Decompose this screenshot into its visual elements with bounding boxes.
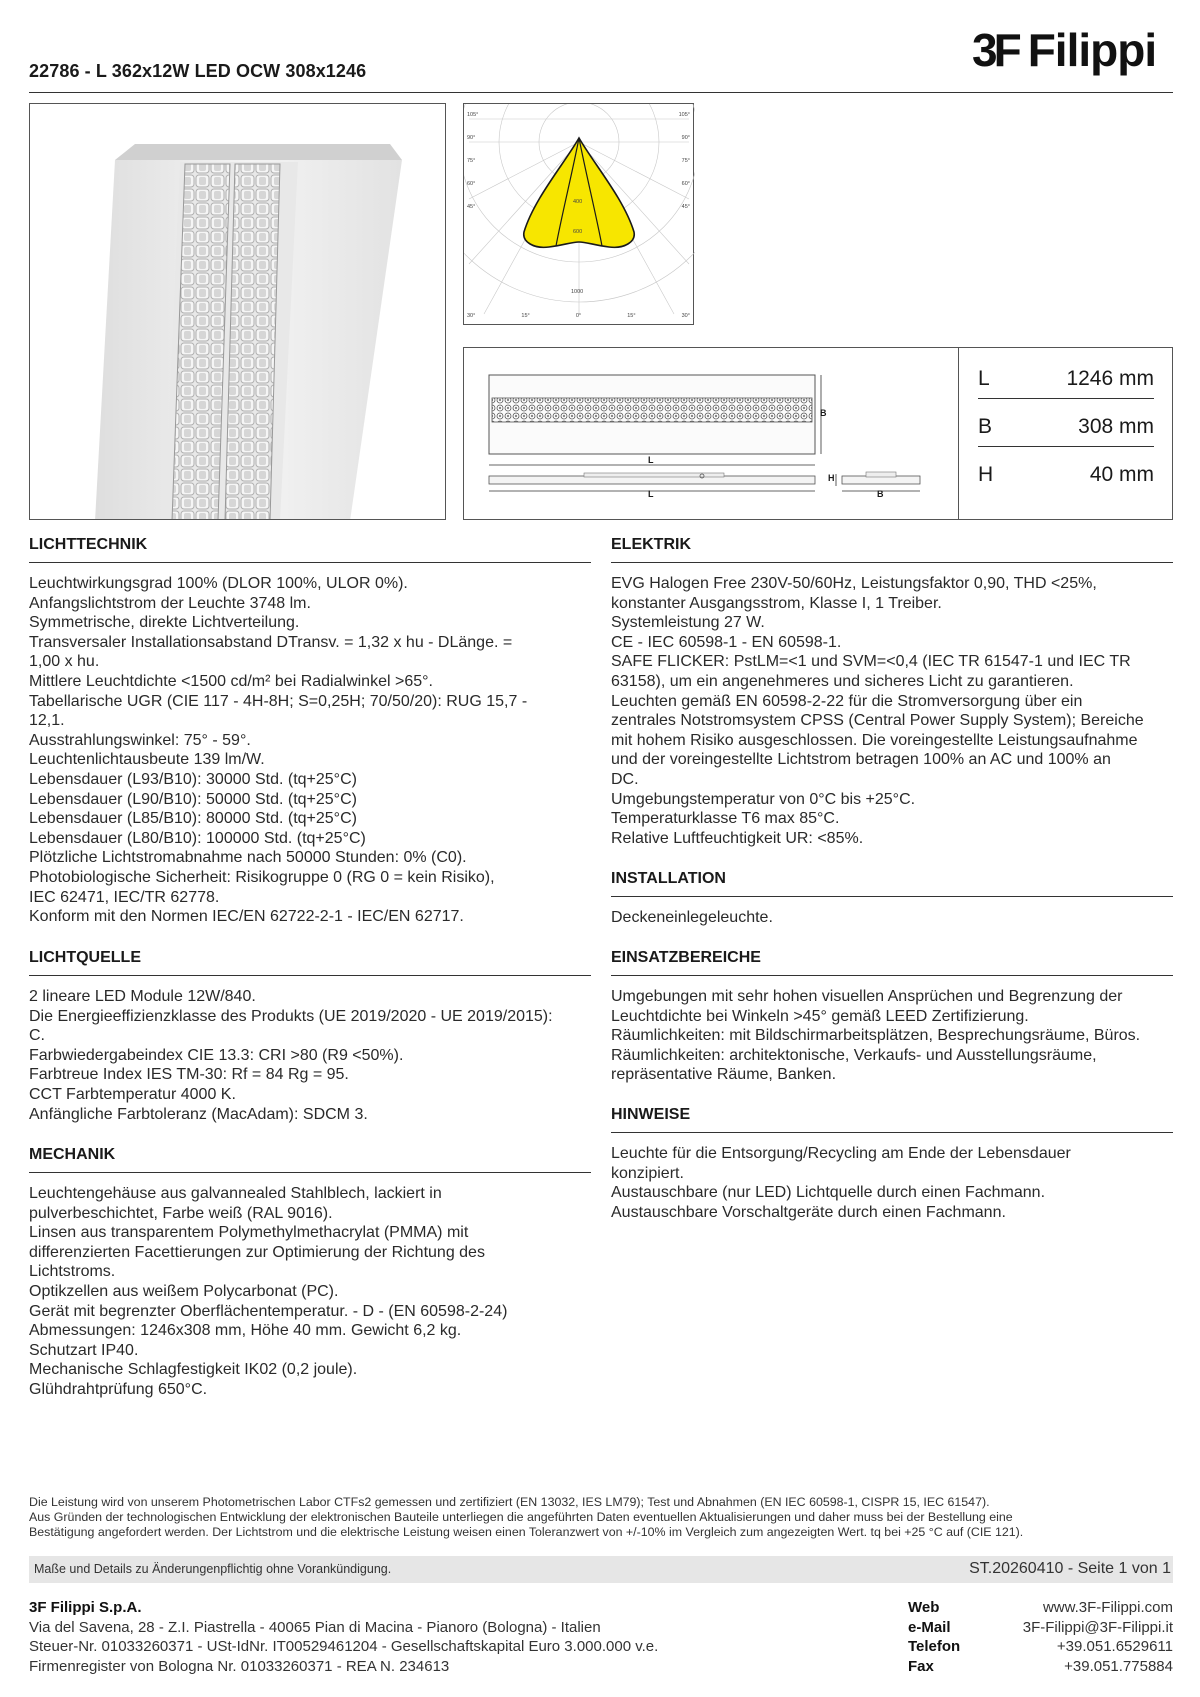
- dimension-label: B: [978, 414, 993, 438]
- polar-bottom-label: 15°: [521, 313, 530, 319]
- section-body-lichttechnik: [29, 574, 527, 927]
- section-heading-elektrik: ELEKTRIK: [611, 536, 691, 553]
- polar-angle-right: 45°: [681, 204, 690, 210]
- text-line: C.: [29, 1027, 45, 1045]
- text-line: Räumlichkeiten: architektonische, Verkaufs- und Ausstellungsräume,: [611, 1046, 1097, 1064]
- company-name: 3F Filippi S.p.A.: [29, 1599, 142, 1616]
- dimension-row: [978, 359, 1154, 399]
- text-line: zentrales Notstromsystem CPSS (Central Power Supply System); Bereiche: [611, 712, 1144, 730]
- dimension-row: [978, 407, 1154, 447]
- text-line: mit hohem Risiko ausgeschlossen. Die voreingestellte Leistungsaufnahme: [611, 731, 1138, 749]
- polar-bottom-label: 30°: [467, 313, 476, 319]
- dimension-value: 308 mm: [1078, 414, 1154, 438]
- company-line: Firmenregister von Bologna Nr. 01033260371 - REA N. 234613: [29, 1657, 450, 1675]
- contact-web-link[interactable]: www.3F-Filippi.com: [1042, 1599, 1173, 1616]
- text-line: DC.: [611, 770, 639, 788]
- section-heading-installation: INSTALLATION: [611, 870, 726, 887]
- company-line: Steuer-Nr. 01033260371 - USt-IdNr. IT00529461204 - Gesellschaftskapital Euro 3.000.000 v.e.: [29, 1638, 659, 1656]
- contact-label: Telefon: [908, 1638, 961, 1656]
- section-rule: [611, 896, 1173, 897]
- text-line: SAFE FLICKER: PstLM=<1 und SVM=<0,4 (IEC TR 61547-1 und IEC TR: [611, 653, 1131, 671]
- section-rule: [29, 562, 591, 563]
- section-rule: [611, 562, 1173, 563]
- company-line: Via del Savena, 28 - Z.I. Piastrella - 40065 Pian di Macina - Pianoro (Bologna) - Italien: [29, 1618, 601, 1636]
- text-line: konstanter Ausgangsstrom, Klasse I, 1 Treiber.: [611, 594, 942, 612]
- polar-intensity-label: 400: [573, 199, 583, 205]
- polar-angle-right: 90°: [681, 135, 690, 141]
- text-line: Farbwiedergabeindex CIE 13.3: CRI >80 (R9 <50%).: [29, 1046, 404, 1064]
- text-line: Lebensdauer (L80/B10): 100000 Std. (tq+25°C): [29, 829, 366, 847]
- text-line: CCT Farbtemperatur 4000 K.: [29, 1085, 236, 1103]
- contact-label: e-Mail: [908, 1618, 951, 1636]
- text-line: Ausstrahlungswinkel: 75° - 59°.: [29, 731, 251, 749]
- contact-row-fax: [908, 1657, 1173, 1677]
- text-line: Glühdrahtprüfung 650°C.: [29, 1380, 208, 1398]
- text-line: und der voreingestellte Lichtstrom betragen 100% an AC und 100% an: [611, 751, 1111, 769]
- text-line: Tabellarische UGR (CIE 117 - 4H-8H; S=0,25H; 70/50/20): RUG 15,7 -: [29, 692, 528, 710]
- contact-row-phone: [908, 1637, 1173, 1657]
- text-line: Symmetrische, direkte Lichtverteilung.: [29, 614, 300, 632]
- section-body-einsatzbereiche: [611, 987, 1140, 1085]
- polar-angle-left: 105°: [467, 112, 479, 118]
- polar-bottom-label: 0°: [575, 313, 582, 319]
- contact-phone: +39.051.6529611: [1056, 1638, 1173, 1656]
- header-rule: [29, 92, 1173, 93]
- text-line: Umgebungstemperatur von 0°C bis +25°C.: [611, 790, 916, 808]
- polar-angle-left: 45°: [467, 204, 476, 210]
- drawing-label-b: B: [820, 408, 827, 418]
- dimension-label: H: [978, 463, 994, 486]
- text-line: Austauschbare Vorschaltgeräte durch einen Fachmann.: [611, 1203, 1006, 1221]
- text-line: Optikzellen aus weißem Polycarbonat (PC).: [29, 1282, 339, 1300]
- section-body-mechanik: [29, 1184, 507, 1400]
- footnote-line: Bestätigung angefordert werden. Der Lichtstrom und die elektrische Leistung weisen einen Toleranzwert von +/-10% im Vergleich zum angezeigten Wert. tq bei +25 °C auf (CIE 121).: [29, 1525, 1024, 1540]
- polar-intensity-label: 1000: [571, 289, 584, 295]
- polar-bottom-label: 30°: [681, 313, 690, 319]
- contact-row-web: [908, 1598, 1173, 1618]
- text-line: Anfangslichtstrom der Leuchte 3748 lm.: [29, 594, 311, 612]
- text-line: konzipiert.: [611, 1164, 684, 1182]
- disclaimer-bar: [29, 1556, 1173, 1583]
- text-line: Deckeneinlegeleuchte.: [611, 909, 773, 926]
- contact-info: [908, 1598, 1173, 1676]
- text-line: IEC 62471, IEC/TR 62778.: [29, 888, 220, 906]
- footnote-line: Die Leistung wird von unserem Photometrischen Labor CTFs2 gemessen und zertifiziert (EN 13032, IES LM79); Test und Abnahmen (EN IEC 60598-1, CISPR 15, IEC 61547).: [29, 1495, 990, 1509]
- section-body-lichtquelle: [29, 987, 553, 1124]
- text-line: Austauschbare (nur LED) Lichtquelle durch einen Fachmann.: [611, 1184, 1046, 1202]
- product-title: 22786 - L 362x12W LED OCW 308x1246: [29, 61, 367, 81]
- text-line: Leuchte für die Entsorgung/Recycling am Ende der Lebensdauer: [611, 1145, 1071, 1162]
- text-line: Lebensdauer (L90/B10): 50000 Std. (tq+25°C): [29, 790, 357, 808]
- dimension-label: L: [978, 366, 990, 390]
- text-line: 12,1.: [29, 712, 65, 730]
- polar-angle-right: 60°: [681, 181, 690, 187]
- logo-mark: 3F: [972, 24, 1018, 76]
- text-line: pulverbeschichtet, Farbe weiß (RAL 9016).: [29, 1204, 333, 1222]
- drawing-label-b: B: [877, 489, 884, 499]
- text-line: repräsentative Räume, Banken.: [611, 1066, 837, 1084]
- contact-label: Fax: [908, 1657, 934, 1675]
- text-line: Räumlichkeiten: mit Bildschirmarbeitsplätzen, Besprechungsräume, Büros.: [611, 1027, 1141, 1045]
- text-line: Relative Luftfeuchtigkeit UR: <85%.: [611, 829, 864, 847]
- text-line: Leuchtengehäuse aus galvannealed Stahlblech, lackiert in: [29, 1185, 442, 1202]
- text-line: Mittlere Leuchtdichte <1500 cd/m² bei Radialwinkel >65°.: [29, 672, 433, 690]
- text-line: Gerät mit begrenzter Oberflächentemperatur. - D - (EN 60598-2-24): [29, 1302, 508, 1320]
- drawing-label-l: L: [648, 489, 654, 499]
- section-rule: [611, 1132, 1173, 1133]
- section-rule: [611, 975, 1173, 976]
- text-line: 2 lineare LED Module 12W/840.: [29, 988, 256, 1005]
- logo-text: Filippi: [1027, 24, 1157, 76]
- text-line: Mechanische Schlagfestigkeit IK02 (0,2 joule).: [29, 1361, 358, 1379]
- dimension-value: 40 mm: [1089, 463, 1154, 486]
- section-body-elektrik: [611, 574, 1144, 848]
- text-line: Die Energieeffizienzklasse des Produkts (UE 2019/2020 - UE 2019/2015):: [29, 1007, 553, 1025]
- drawing-label-l: L: [648, 455, 654, 465]
- polar-angle-left: 90°: [467, 135, 476, 141]
- text-line: Leuchtenlichtausbeute 139 lm/W.: [29, 751, 265, 769]
- contact-row-email: [908, 1618, 1173, 1638]
- brand-logo: [972, 24, 1156, 76]
- polar-intensity-label: 600: [573, 229, 583, 235]
- text-line: Lebensdauer (L93/B10): 30000 Std. (tq+25°C): [29, 770, 357, 788]
- section-body-installation: [611, 908, 773, 928]
- product-photo: [29, 103, 446, 520]
- text-line: Transversaler Installationsabstand DTransv. = 1,32 x hu - DLänge. =: [29, 633, 513, 651]
- text-line: Abmessungen: 1246x308 mm, Höhe 40 mm. Gewicht 6,2 kg.: [29, 1322, 462, 1340]
- text-line: Plötzliche Lichtstromabnahme nach 50000 Stunden: 0% (C0).: [29, 849, 467, 867]
- section-rule: [29, 1172, 591, 1173]
- dimension-row: [978, 455, 1154, 495]
- polar-angle-left: 75°: [467, 158, 476, 164]
- text-line: Photobiologische Sicherheit: Risikogruppe 0 (RG 0 = kein Risiko),: [29, 868, 495, 886]
- company-info: [29, 1598, 658, 1676]
- footnote: [29, 1495, 1179, 1541]
- text-line: Temperaturklasse T6 max 85°C.: [611, 810, 840, 828]
- polar-diagram: [463, 103, 694, 325]
- section-heading-lichtquelle: LICHTQUELLE: [29, 949, 141, 966]
- text-line: Leuchtwirkungsgrad 100% (DLOR 100%, ULOR 0%).: [29, 575, 408, 592]
- text-line: Lichtstroms.: [29, 1263, 116, 1281]
- text-line: differenzierten Facettierungen zur Optimierung der Richtung des: [29, 1243, 485, 1261]
- text-line: Farbtreue Index IES TM-30: Rf = 84 Rg = 95.: [29, 1066, 349, 1084]
- section-body-hinweise: [611, 1144, 1071, 1222]
- text-line: Anfängliche Farbtoleranz (MacAdam): SDCM 3.: [29, 1105, 368, 1123]
- dimensions-table: [958, 347, 1173, 520]
- page-number: ST.20260410 - Seite 1 von 1: [969, 1560, 1171, 1577]
- text-line: EVG Halogen Free 230V-50/60Hz, Leistungsfaktor 0,90, THD <25%,: [611, 575, 1097, 592]
- text-line: CE - IEC 60598-1 - EN 60598-1.: [611, 633, 842, 651]
- footnote-line: Aus Gründen der technologischen Entwicklung der elektronischen Bauteile unterliegen die angeführten Daten eventuellen Aktualisierungen und daher muss bei der Bestellung eine: [29, 1510, 1013, 1525]
- polar-angle-right: 75°: [681, 158, 690, 164]
- text-line: 1,00 x hu.: [29, 653, 100, 671]
- polar-bottom-label: 15°: [627, 313, 636, 319]
- polar-angle-left: 60°: [467, 181, 476, 187]
- section-rule: [29, 975, 591, 976]
- contact-fax: +39.051.775884: [1064, 1657, 1173, 1675]
- contact-label: Web: [908, 1599, 940, 1616]
- section-heading-mechanik: MECHANIK: [29, 1146, 116, 1163]
- drawing-label-h: H: [828, 473, 835, 483]
- text-line: Leuchten gemäß EN 60598-2-22 für die Stromversorgung über ein: [611, 692, 1083, 710]
- contact-email-link[interactable]: 3F-Filippi@3F-Filippi.it: [1022, 1618, 1173, 1636]
- text-line: Umgebungen mit sehr hohen visuellen Ansprüchen und Begrenzung der: [611, 988, 1123, 1005]
- section-heading-lichttechnik: LICHTTECHNIK: [29, 536, 148, 553]
- text-line: 63158), um ein angenehmeres und sicheres Licht zu garantieren.: [611, 672, 1074, 690]
- section-heading-hinweise: HINWEISE: [611, 1106, 691, 1123]
- dimension-value: 1246 mm: [1066, 366, 1154, 390]
- text-line: Schutzart IP40.: [29, 1341, 139, 1359]
- text-line: Leuchtdichte bei Winkeln >45° gemäß LEED Zertifizierung.: [611, 1007, 1029, 1025]
- text-line: Systemleistung 27 W.: [611, 614, 765, 632]
- text-line: Lebensdauer (L85/B10): 80000 Std. (tq+25°C): [29, 810, 357, 828]
- section-heading-einsatzbereiche: EINSATZBEREICHE: [611, 949, 761, 966]
- text-line: Linsen aus transparentem Polymethylmethacrylat (PMMA) mit: [29, 1224, 469, 1242]
- polar-angle-right: 105°: [678, 112, 690, 118]
- disclaimer-text: Maße und Details zu Änderungenpflichtig ohne Vorankündigung.: [34, 1562, 392, 1576]
- text-line: Konform mit den Normen IEC/EN 62722-2-1 - IEC/EN 62717.: [29, 908, 464, 926]
